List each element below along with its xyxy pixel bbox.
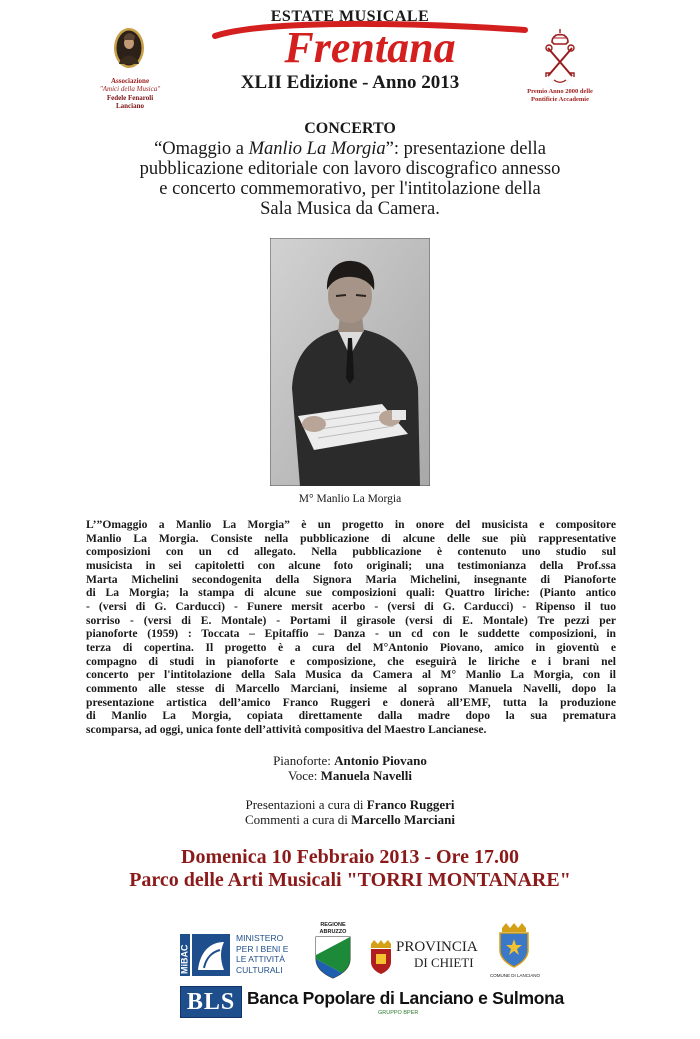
presentations-label: Presentazioni a cura di <box>245 797 367 812</box>
concert-title-line-1 <box>0 139 700 159</box>
frentana-logo <box>205 16 535 74</box>
association-line-1: Associazione <box>110 77 150 85</box>
piano-label: Pianoforte: <box>273 753 335 768</box>
body-line: L’”Omaggio a Manlio La Morgia” è un progetto in onore del musicista e compositore <box>86 518 616 531</box>
provincia-crest-icon <box>368 940 394 974</box>
event-venue: Parco delle Arti Musicali "TORRI MONTANARE" <box>129 869 571 891</box>
regione-abruzzo-logo <box>312 922 354 980</box>
frentana-wordmark: Frentana <box>284 23 456 72</box>
title-prefix: “Omaggio a <box>154 139 249 159</box>
premio-line-1: Premio Anno 2000 delle <box>527 88 593 95</box>
credit-piano <box>0 753 700 769</box>
credit-voice <box>0 768 700 784</box>
body-line: compagno di studi in pianoforte e composizione, che eseguirà le liriche e i brani nel <box>86 654 616 668</box>
mibac-line: CULTURALI <box>236 964 283 975</box>
voice-name: Manuela Navelli <box>320 768 412 783</box>
body-line: composizioni con un cd allegato. Nella pubblicazione è contenuto uno studio sul <box>86 545 616 559</box>
bank-group: GRUPPO BPER <box>378 1010 419 1016</box>
premio-line-2: Pontificie Accademie <box>531 96 589 103</box>
regione-line-1: REGIONE <box>320 922 346 928</box>
body-line: presentazione artistica dell’amico Franco Ruggeri e donerà all’EMF, tutta la produzione <box>86 695 616 709</box>
regione-line-2: ABRUZZO <box>319 928 347 935</box>
body-line: sorriso - (versi di E. Montale) - Portami il girasole (versi di E. Montale) Tre pezzi per <box>86 613 616 627</box>
association-line-2: "Amici della Musica" <box>99 85 161 93</box>
edition-title: XLII Edizione - Anno 2013 <box>240 72 460 93</box>
body-line: Marta Michelini secondogenita della Signora Maria Michelini, insegnante di Pianoforte <box>86 572 616 586</box>
credit-comments <box>0 812 700 828</box>
body-line: pianoforte (1959) : Toccata – Epitaffio – Danza - un cd con le suddette composizioni, in <box>86 627 616 641</box>
portrait-photo <box>270 238 430 486</box>
body-line: terza di copertina. Il progetto è a cura del M°Antonio Piovano, amico in gioventù e <box>86 640 616 654</box>
mibac-abbr: MiBAC <box>180 944 190 974</box>
mibac-line: MINISTERO <box>236 933 284 943</box>
photo-caption: M° Manlio La Morgia <box>298 493 402 505</box>
comune-lanciano-logo <box>490 922 541 980</box>
association-line-3: Fedele Fenaroli <box>106 94 154 102</box>
bank-logo <box>180 986 564 1026</box>
comments-label: Commenti a cura di <box>245 812 352 827</box>
comments-name: Marcello Marciani <box>351 812 455 827</box>
body-line: concerto per l'intitolazione della Sala Musica da Camera al M° Manlio La Morgia, con il <box>86 668 616 682</box>
voice-label: Voce: <box>288 768 321 783</box>
fenaroli-portrait-icon <box>112 26 146 70</box>
body-line: commento alle stesse di Marcello Marciani, insieme al soprano Manuela Navelli, dopo la <box>86 681 616 695</box>
festival-title: ESTATE MUSICALE <box>270 8 430 25</box>
provincia-line-1: PROVINCIA <box>396 939 478 955</box>
mibac-line: LE ATTIVITÀ <box>236 954 285 964</box>
event-date: Domenica 10 Febbraio 2013 - Ore 17.00 <box>181 846 519 868</box>
concert-title-line-2: pubblicazione editoriale con lavoro discografico annesso <box>139 159 561 179</box>
regione-shield-icon <box>312 935 354 979</box>
mibac-logo <box>180 930 300 980</box>
presentations-name: Franco Ruggeri <box>366 797 455 812</box>
piano-name: Antonio Piovano <box>334 753 427 768</box>
concert-title-line-3: e concerto commemorativo, per l'intitolazione della <box>159 179 541 199</box>
body-line: di La Morgia; la stampa di alcune sue composizioni quali: Quattro liriche: (Pianto antico <box>86 586 616 600</box>
description-paragraph <box>86 518 616 737</box>
mibac-emblem-icon <box>180 930 232 980</box>
body-line: scomparsa, ad oggi, unica fonte dell’attività compositiva del Maestro Lancianese. <box>86 722 487 736</box>
papal-keys-emblem-icon <box>540 28 580 84</box>
mibac-line: PER I BENI E <box>236 943 289 954</box>
bank-name: Banca Popolare di Lanciano e Sulmona <box>247 988 564 1008</box>
body-line: Manlio La Morgia. Consiste nella pubblicazione di alcune delle sue più rappresentative <box>86 531 616 545</box>
provincia-line-2: DI CHIETI <box>414 955 474 970</box>
bank-emblem-icon <box>180 986 242 1018</box>
credit-presentations <box>0 797 700 813</box>
concert-heading: CONCERTO <box>304 120 396 137</box>
body-line: musicista in sei capitoletti con alcune foto originali; una testimonianza della Prof.ssa <box>86 558 616 572</box>
title-suffix: ”: presentazione della <box>385 139 546 159</box>
body-line: - (versi di G. Carducci) - Funere mersit acerbo - (versi di G. Carducci) - Ripenso il tuo <box>86 599 616 613</box>
title-italic-name: Manlio La Morgia <box>248 139 386 159</box>
bank-abbr: BLS <box>186 989 236 1015</box>
association-line-4: Lanciano <box>115 102 144 110</box>
comune-label: COMUNE DI LANCIANO <box>490 973 541 978</box>
provincia-chieti-logo <box>368 938 478 978</box>
body-line: di Manlio La Morgia, copiata direttamente dalla madre dopo la sua prematura <box>86 709 616 723</box>
concert-title-line-4: Sala Musica da Camera. <box>260 199 440 219</box>
comune-crest-icon <box>494 922 534 968</box>
